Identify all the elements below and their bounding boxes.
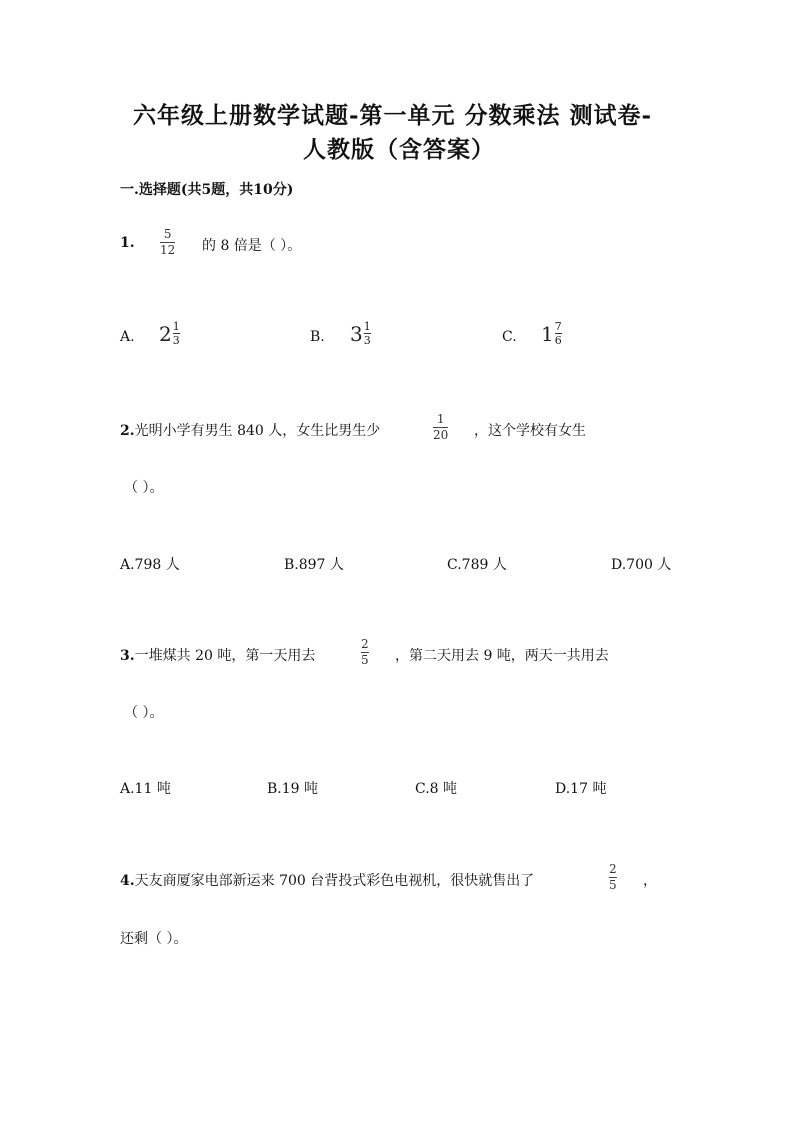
question-2-fraction bbox=[433, 413, 448, 442]
fraction-numerator: 1 bbox=[436, 412, 445, 426]
question-2-blank: （ ）。 bbox=[124, 480, 164, 496]
question-4-text bbox=[120, 870, 534, 890]
page-title-line2: 人教版（含答案） bbox=[303, 136, 495, 163]
question-4-number: 4. bbox=[120, 873, 135, 889]
question-4-text-after: ， bbox=[643, 873, 657, 889]
question-2-text bbox=[120, 420, 380, 440]
q3-option-b[interactable]: B.19 吨 bbox=[267, 781, 319, 797]
q1-option-b-value bbox=[350, 321, 371, 346]
q3-option-d[interactable]: D.17 吨 bbox=[555, 781, 607, 797]
fraction-denominator: 5 bbox=[361, 653, 369, 667]
question-1-fraction bbox=[160, 228, 175, 257]
fraction-denominator: 12 bbox=[160, 243, 176, 257]
mixed-whole: 3 bbox=[350, 321, 363, 346]
mixed-numerator: 7 bbox=[554, 320, 562, 333]
q2-option-c[interactable]: C.789 人 bbox=[447, 557, 507, 573]
question-3-blank: （ ）。 bbox=[124, 705, 164, 721]
question-3-text-after: ，第二天用去 9 吨，两天一共用去 bbox=[395, 648, 609, 664]
question-4-text-before: 天友商厦家电部新运来 700 台背投式彩色电视机，很快就售出了 bbox=[134, 873, 535, 889]
mixed-whole: 2 bbox=[159, 321, 172, 346]
mixed-whole: 1 bbox=[541, 321, 554, 346]
q1-option-c-value bbox=[541, 321, 562, 346]
mixed-numerator: 1 bbox=[172, 320, 180, 333]
fraction-denominator: 5 bbox=[609, 878, 617, 892]
q1-option-b-label[interactable]: B. bbox=[310, 329, 325, 345]
mixed-numerator: 1 bbox=[363, 320, 371, 333]
q2-option-a[interactable]: A.798 人 bbox=[120, 557, 180, 573]
fraction-numerator: 2 bbox=[609, 862, 617, 876]
question-3-text-before: 一堆煤共 20 吨，第一天用去 bbox=[134, 648, 316, 664]
question-3-number: 3. bbox=[120, 648, 135, 664]
mixed-denominator: 3 bbox=[363, 334, 371, 347]
q2-option-b[interactable]: B.897 人 bbox=[284, 557, 344, 573]
q3-option-c[interactable]: C.8 吨 bbox=[415, 781, 458, 797]
fraction-numerator: 2 bbox=[361, 637, 369, 651]
q1-option-c-label[interactable]: C. bbox=[502, 329, 517, 345]
question-2-text-before: 光明小学有男生 840 人，女生比男生少 bbox=[134, 423, 381, 439]
question-1-text: 的 8 倍是（ ）。 bbox=[202, 238, 302, 254]
q1-option-a-value bbox=[159, 321, 180, 346]
q1-option-a-label[interactable]: A. bbox=[120, 329, 135, 345]
question-3-text bbox=[120, 645, 315, 665]
q3-option-a[interactable]: A.11 吨 bbox=[120, 781, 171, 797]
question-3-fraction bbox=[361, 638, 369, 667]
question-4-line2: 还剩（ ）。 bbox=[120, 931, 188, 947]
fraction-denominator: 20 bbox=[433, 428, 449, 442]
fraction-numerator: 5 bbox=[163, 227, 172, 241]
question-2-number: 2. bbox=[120, 423, 135, 439]
mixed-denominator: 6 bbox=[554, 334, 562, 347]
mixed-denominator: 3 bbox=[172, 334, 180, 347]
section-heading: 一.选择题(共5题，共10分) bbox=[120, 182, 294, 198]
question-2-text-after: ，这个学校有女生 bbox=[474, 423, 586, 439]
q2-option-d[interactable]: D.700 人 bbox=[611, 557, 672, 573]
question-1-number: 1. bbox=[120, 235, 135, 251]
page-title-line1: 六年级上册数学试题-第一单元 分数乘法 测试卷- bbox=[133, 102, 653, 129]
question-4-fraction bbox=[609, 863, 617, 892]
